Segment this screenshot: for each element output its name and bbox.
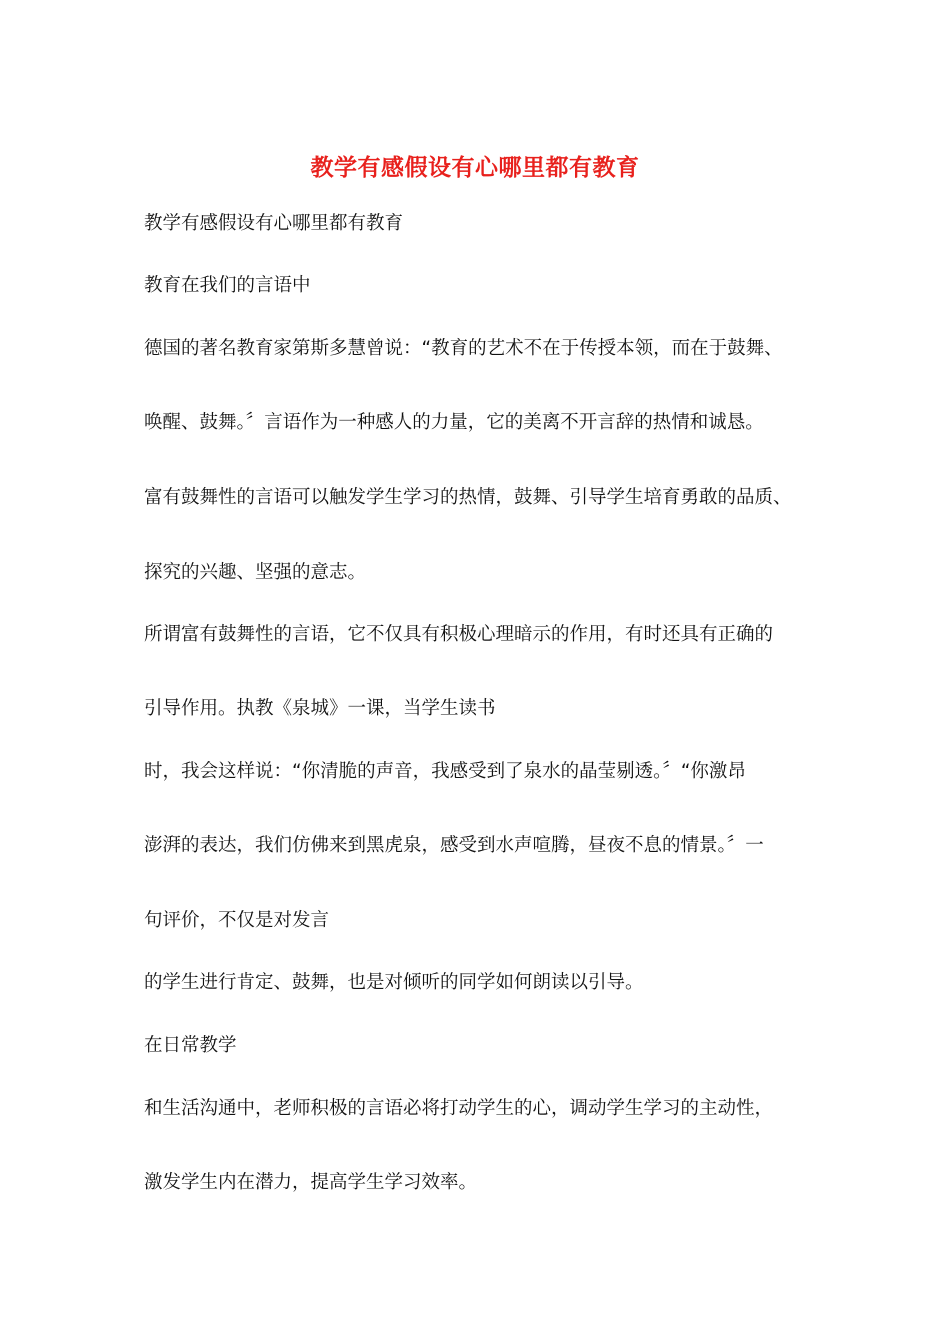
paragraph-line: 的学生进行肯定、鼓舞，也是对倾听的同学如何朗读以引导。 [144,972,644,993]
paragraph-line: 句评价，不仅是对发言 [144,910,330,931]
paragraph-line: 唤醒、鼓舞。〞言语作为一种感人的力量，它的美离不开言辞的热情和诚恳。 [144,412,764,433]
paragraph-line: 德国的著名教育家第斯多慧曾说：“教育的艺术不在于传授本领，而在于鼓舞、 [144,338,783,359]
paragraph-line: 教育在我们的言语中 [144,275,311,296]
paragraph-line: 在日常教学 [144,1035,237,1056]
paragraph-line: 澎湃的表达，我们仿佛来到黑虎泉，感受到水声喧腾，昼夜不息的情景。〞一 [144,835,764,856]
document-title: 教学有感假设有心哪里都有教育 [310,154,640,181]
paragraph-line: 富有鼓舞性的言语可以触发学生学习的热情，鼓舞、引导学生培育勇敢的品质、 [144,487,792,508]
paragraph-line: 所谓富有鼓舞性的言语，它不仅具有积极心理暗示的作用，有时还具有正确的 [144,624,774,645]
paragraph-line: 引导作用。执教《泉城》一课，当学生读书 [144,698,496,719]
paragraph-line: 探究的兴趣、坚强的意志。 [144,562,367,583]
paragraph-line: 和生活沟通中，老师积极的言语必将打动学生的心，调动学生学习的主动性， [144,1098,774,1119]
paragraph-line: 激发学生内在潜力，提高学生学习效率。 [144,1172,478,1193]
paragraph-line: 教学有感假设有心哪里都有教育 [144,213,404,234]
paragraph-line: 时，我会这样说：“你清脆的声音，我感受到了泉水的晶莹剔透。〞“你激昂 [144,761,746,782]
